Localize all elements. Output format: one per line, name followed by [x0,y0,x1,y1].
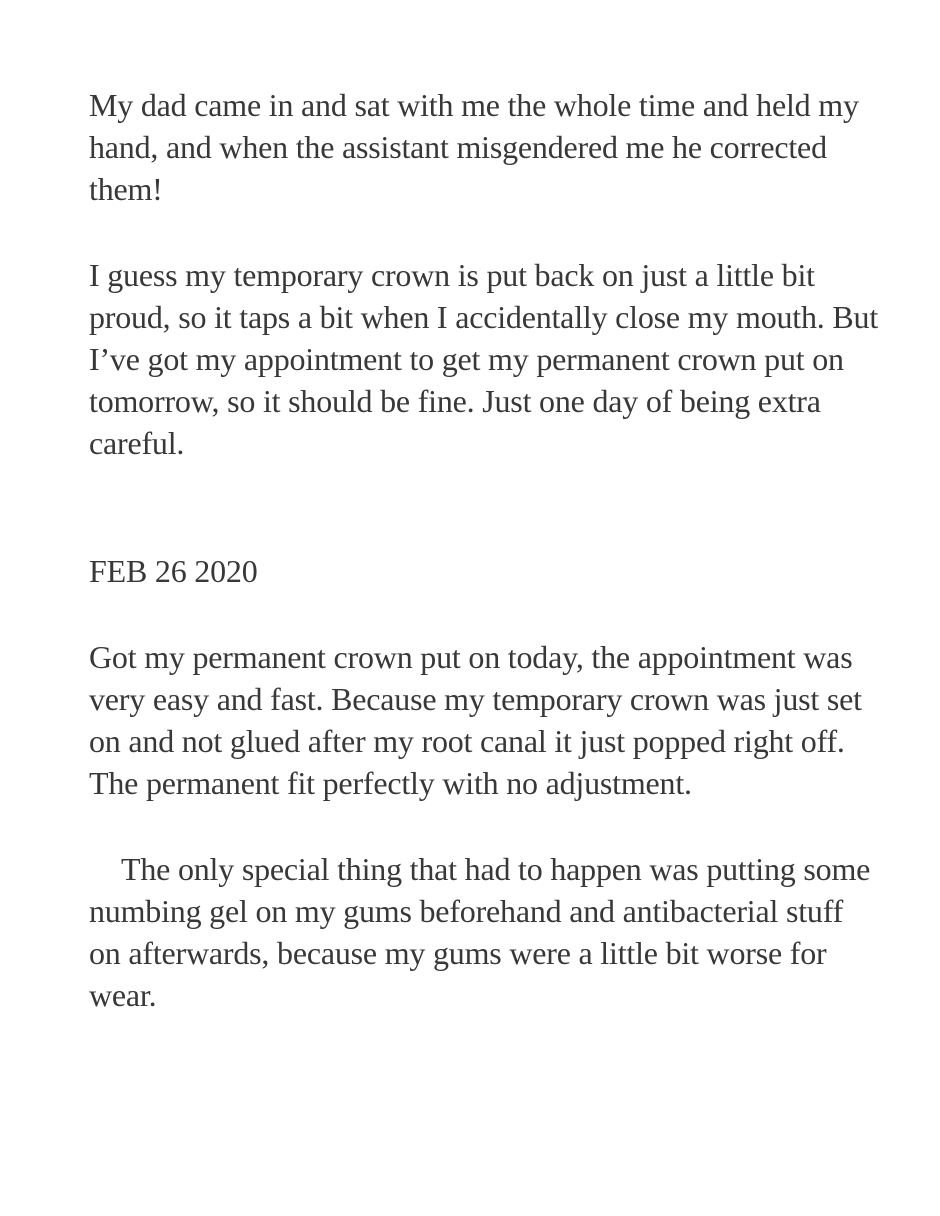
journal-paragraph-numbing-gel: The only special thing that had to happen was putting some numbing gel on my gums beforehand and antibacterial stuff on afterwards, because my gums were a little bit worse for wear. [89,851,871,1013]
entry-date-heading: FEB 26 2020 [89,553,258,589]
journal-paragraph-dad-support: My dad came in and sat with me the whole time and held my hand, and when the assistant misgendered me he corrected them! [89,87,859,207]
journal-paragraph-temporary-crown: I guess my temporary crown is put back on just a little bit proud, so it taps a bit when I accidentally close my mouth. But I’ve got my appointment to get my permanent crown put on tomorrow, so it should be fine. Just one day of being extra careful. [89,257,879,461]
journal-paragraph-permanent-crown: Got my permanent crown put on today, the appointment was very easy and fast. Because my temporary crown was just set on and not glued after my root canal it just popped right off. The permanent fit perfectly with no adjustment. [89,639,862,801]
journal-text-content [89,84,881,1060]
